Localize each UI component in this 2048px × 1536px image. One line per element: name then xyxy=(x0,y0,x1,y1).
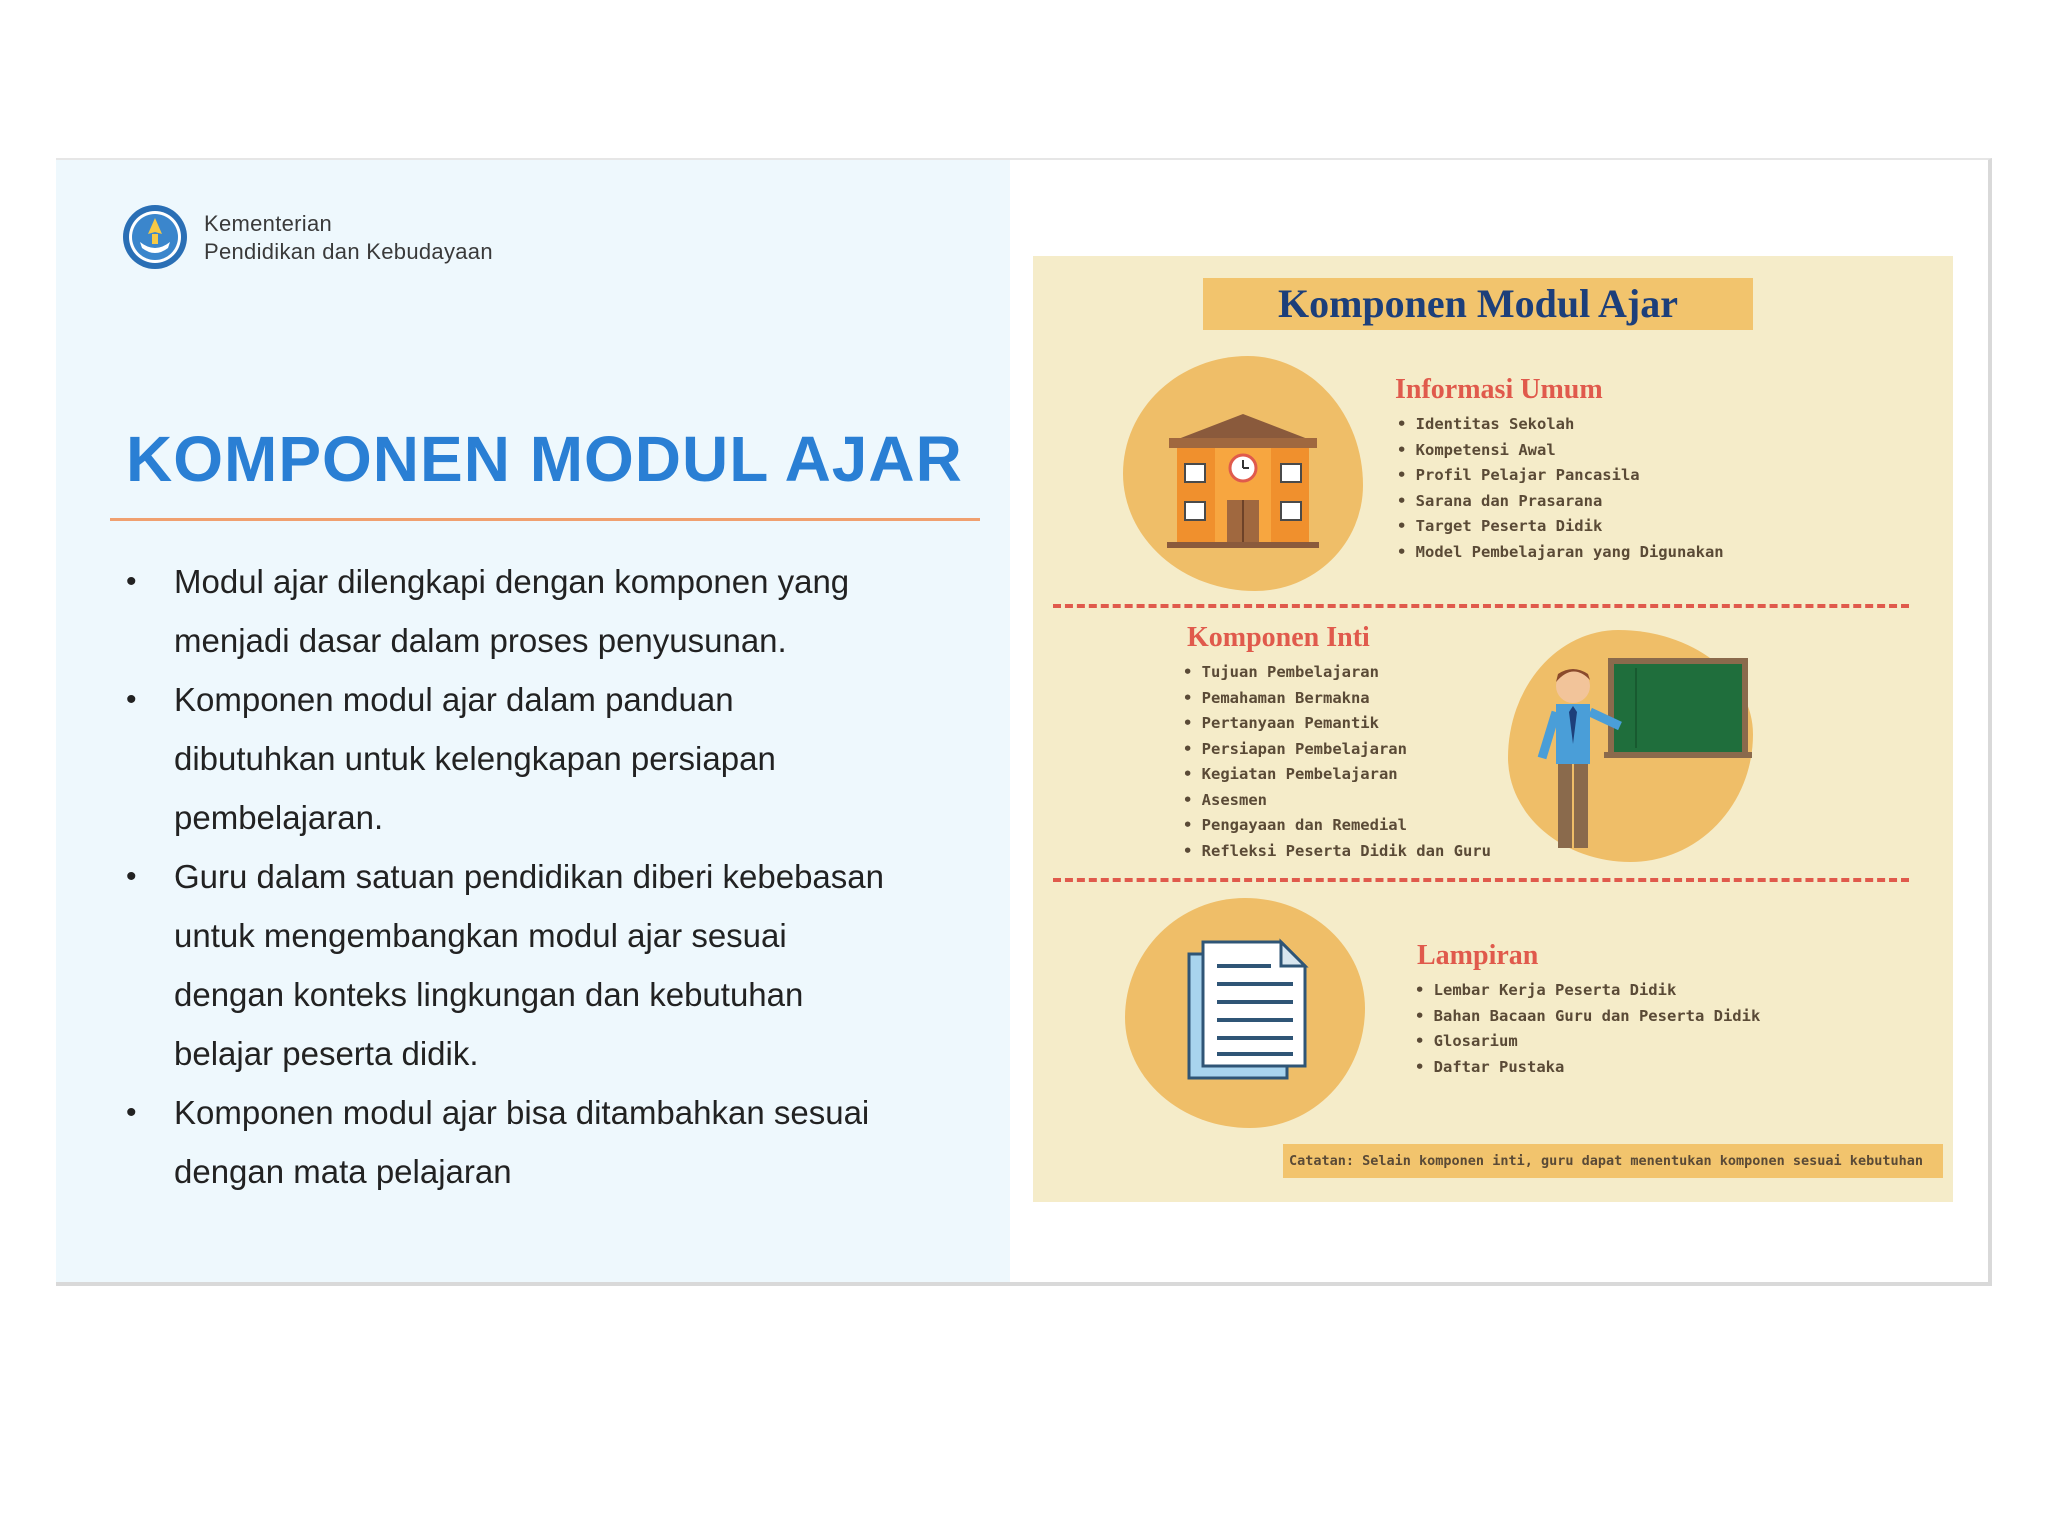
infographic xyxy=(1033,256,1953,1202)
bullet-dot: • xyxy=(126,565,137,598)
note-bar xyxy=(1283,1144,1943,1178)
list-item: • Bahan Bacaan Guru dan Peserta Didik xyxy=(1415,1004,1760,1030)
heading-lampiran: Lampiran xyxy=(1417,940,1539,971)
document-icon xyxy=(1181,936,1311,1086)
list-item: • Kegiatan Pembelajaran xyxy=(1183,762,1491,788)
left-panel xyxy=(56,160,1010,1282)
list-informasi-umum xyxy=(1397,412,1724,565)
note-text: Catatan: Selain komponen inti, guru dapat menentukan komponen sesuai kebutuhan xyxy=(1289,1153,1923,1169)
list-item: • Daftar Pustaka xyxy=(1415,1055,1760,1081)
kemendikbud-logo xyxy=(122,204,188,270)
list-item: • Profil Pelajar Pancasila xyxy=(1397,463,1724,489)
bullet-text-line: dengan mata pelajaran xyxy=(174,1153,512,1190)
list-item: • Pertanyaan Pemantik xyxy=(1183,711,1491,737)
list-item: • Tujuan Pembelajaran xyxy=(1183,660,1491,686)
list-item: • Lembar Kerja Peserta Didik xyxy=(1415,978,1760,1004)
bullet-dot: • xyxy=(126,683,137,716)
heading-informasi-umum: Informasi Umum xyxy=(1395,374,1603,405)
slide-title: KOMPONEN MODUL AJAR xyxy=(126,423,963,495)
list-item: • Identitas Sekolah xyxy=(1397,412,1724,438)
list-item: • Persiapan Pembelajaran xyxy=(1183,737,1491,763)
list-item: • Refleksi Peserta Didik dan Guru xyxy=(1183,839,1491,865)
bullet-text-line: belajar peserta didik. xyxy=(174,1035,479,1072)
list-item: • Kompetensi Awal xyxy=(1397,438,1724,464)
bullet-text-line: Komponen modul ajar dalam panduan xyxy=(174,681,734,718)
list-item: • Pemahaman Bermakna xyxy=(1183,686,1491,712)
infographic-title-bar xyxy=(1203,278,1753,330)
bullet-text-line: pembelajaran. xyxy=(174,799,384,836)
list-komponen-inti xyxy=(1183,660,1491,864)
list-item: • Pengayaan dan Remedial xyxy=(1183,813,1491,839)
bullet-item xyxy=(126,670,946,847)
list-lampiran xyxy=(1415,978,1760,1080)
bullet-text-line: menjadi dasar dalam proses penyusunan. xyxy=(174,622,787,659)
title-underline xyxy=(110,518,980,521)
list-item: • Sarana dan Prasarana xyxy=(1397,489,1724,515)
bullet-item xyxy=(126,1083,946,1201)
section-divider xyxy=(1053,604,1909,608)
bullet-item xyxy=(126,847,946,1083)
slide xyxy=(56,158,1992,1286)
bullet-item xyxy=(126,552,946,670)
heading-komponen-inti: Komponen Inti xyxy=(1187,622,1370,653)
bullet-dot: • xyxy=(126,860,137,893)
bullet-text-line: Modul ajar dilengkapi dengan komponen yang xyxy=(174,563,850,600)
list-item: • Model Pembelajaran yang Digunakan xyxy=(1397,540,1724,566)
ministry-name xyxy=(204,210,493,266)
teacher-blackboard-icon xyxy=(1528,648,1753,853)
ministry-line2: Pendidikan dan Kebudayaan xyxy=(204,239,493,264)
list-item: • Asesmen xyxy=(1183,788,1491,814)
ministry-line1: Kementerian xyxy=(204,211,333,236)
list-item: • Glosarium xyxy=(1415,1029,1760,1055)
infographic-title: Komponen Modul Ajar xyxy=(1277,281,1679,326)
bullet-text-line: Komponen modul ajar bisa ditambahkan sesuai xyxy=(174,1094,870,1131)
bullet-text-line: untuk mengembangkan modul ajar sesuai xyxy=(174,917,787,954)
bullet-text-line: dibutuhkan untuk kelengkapan persiapan xyxy=(174,740,776,777)
list-item: • Target Peserta Didik xyxy=(1397,514,1724,540)
school-building-icon xyxy=(1163,406,1323,551)
bullet-list xyxy=(126,552,946,1201)
bullet-dot: • xyxy=(126,1096,137,1129)
section-divider xyxy=(1053,878,1909,882)
bullet-text-line: dengan konteks lingkungan dan kebutuhan xyxy=(174,976,804,1013)
bullet-text-line: Guru dalam satuan pendidikan diberi kebebasan xyxy=(174,858,884,895)
